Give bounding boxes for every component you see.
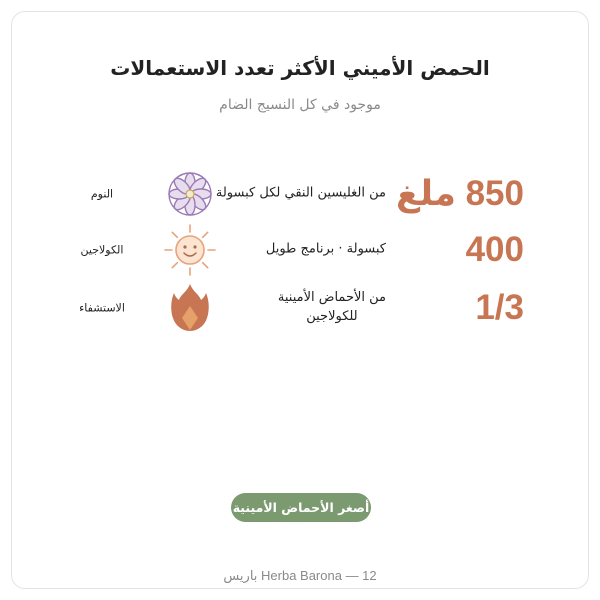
stat-tag: الكولاجين xyxy=(80,243,124,257)
stat-tag: النوم xyxy=(90,187,114,201)
sun-icon xyxy=(162,222,218,278)
stat-row-sleep xyxy=(12,164,590,224)
stat-description: من الغليسين النقي لكل كبسولة xyxy=(215,185,386,201)
stat-description xyxy=(278,289,386,327)
footer-text: Herba Barona — 12 باريس xyxy=(223,568,377,583)
card xyxy=(11,11,589,589)
page-title: الحمض الأميني الأكثر تعدد الاستعمالات xyxy=(110,56,490,80)
stat-row-collagen xyxy=(12,220,590,280)
stat-value: 850 ملغ xyxy=(396,174,524,213)
stat-description: كبسولة · برنامج طويل xyxy=(265,241,386,257)
stat-value: 400 xyxy=(465,230,524,269)
flame-icon xyxy=(162,280,218,336)
page-subtitle: موجود في كل النسيج الضام xyxy=(219,97,381,113)
stat-value: 1/3 xyxy=(475,288,524,327)
stat-description-line: من الأحماض الأمينية xyxy=(277,290,386,306)
stat-row-recovery xyxy=(12,278,590,338)
stat-tag: الاستشفاء xyxy=(79,301,125,315)
flower-icon xyxy=(162,166,218,222)
stat-description-line: للكولاجين xyxy=(306,309,358,324)
amino-acid-badge[interactable]: أصغر الأحماض الأمينية xyxy=(231,493,371,522)
